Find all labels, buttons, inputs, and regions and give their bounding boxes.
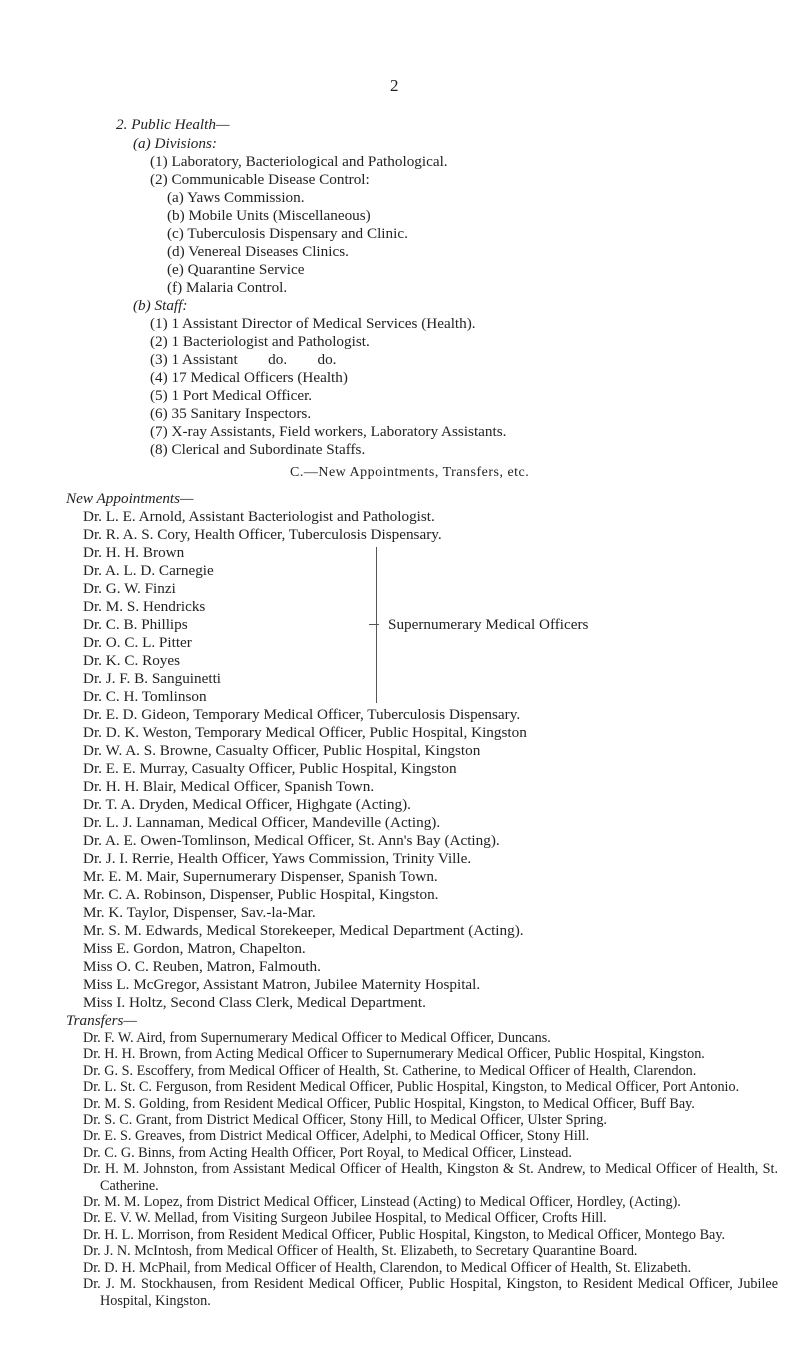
transfer-item: Dr. C. G. Binns, from Acting Health Officer, Port Royal, to Medical Officer, Linstead.: [83, 1144, 572, 1161]
transfer-item: Dr. J. N. McIntosh, from Medical Officer of Health, St. Elizabeth, to Secretary Quarantine Board.: [83, 1243, 638, 1260]
appointment-item: Dr. E. D. Gideon, Temporary Medical Officer, Tuberculosis Dispensary.: [83, 706, 521, 723]
brace-bracket: [368, 547, 377, 703]
transfer-item: Dr. M. M. Lopez, from District Medical Officer, Linstead (Acting) to Medical Officer, Hordley, (Acting).: [83, 1194, 681, 1211]
supernumerary-name: Dr. G. W. Finzi: [83, 580, 176, 597]
transfer-item: Dr. G. S. Escoffery, from Medical Officer of Health, St. Catherine, to Medical Officer of Health, Clarendon.: [83, 1062, 697, 1079]
appointment-item: Miss E. Gordon, Matron, Chapelton.: [83, 940, 306, 957]
transfer-item: Dr. S. C. Grant, from District Medical Officer, Stony Hill, to Medical Officer, Ulster Spring.: [83, 1112, 607, 1129]
appointment-item: Mr. K. Taylor, Dispenser, Sav.-la-Mar.: [83, 904, 316, 921]
transfer-item: Dr. M. S. Golding, from Resident Medical Officer, Public Hospital, Kingston, to Medical Officer, Buff Bay.: [83, 1095, 695, 1112]
supernumerary-name: Dr. K. C. Royes: [83, 652, 181, 669]
staff-item: (7) X-ray Assistants, Field workers, Laboratory Assistants.: [150, 423, 507, 440]
transfer-item: Dr. H. L. Morrison, from Resident Medical Officer, Public Hospital, Kingston, to Medical Officer, Montego Bay.: [83, 1226, 726, 1243]
transfer-item: Dr. H. M. Johnston, from Assistant Medical Officer of Health, Kingston & St. Andrew, to Medical Officer of Health, St. Catherine.: [83, 1161, 778, 1194]
staff-item: (6) 35 Sanitary Inspectors.: [150, 405, 312, 422]
transfer-item: Dr. F. W. Aird, from Supernumerary Medical Officer to Medical Officer, Duncans.: [83, 1030, 551, 1046]
transfers-label: Transfers—: [66, 1012, 137, 1029]
brace-tick: [369, 624, 379, 625]
appointment-item: Dr. R. A. S. Cory, Health Officer, Tuberculosis Dispensary.: [83, 526, 442, 543]
appointment-item: Dr. L. J. Lannaman, Medical Officer, Mandeville (Acting).: [83, 814, 441, 831]
page-number: 2: [390, 76, 399, 95]
appointment-item: Dr. J. I. Rerrie, Health Officer, Yaws Commission, Trinity Ville.: [83, 850, 472, 867]
divisions-label: (a) Divisions:: [133, 135, 217, 152]
division-item: (f) Malaria Control.: [167, 279, 288, 296]
appointment-item: Dr. T. A. Dryden, Medical Officer, Highgate (Acting).: [83, 796, 411, 813]
transfer-item: Dr. E. S. Greaves, from District Medical Officer, Adelphi, to Medical Officer, Stony Hill.: [83, 1128, 590, 1145]
division-item: (b) Mobile Units (Miscellaneous): [167, 207, 371, 224]
staff-item: (8) Clerical and Subordinate Staffs.: [150, 441, 366, 458]
supernumerary-label: Supernumerary Medical Officers: [388, 616, 589, 633]
appointment-item: Dr. A. E. Owen-Tomlinson, Medical Officer, St. Ann's Bay (Acting).: [83, 832, 500, 849]
staff-label: (b) Staff:: [133, 297, 188, 314]
appointment-item: Miss L. McGregor, Assistant Matron, Jubilee Maternity Hospital.: [83, 976, 481, 993]
section-c-heading: C.—New Appointments, Transfers, etc.: [290, 465, 530, 480]
appointment-item: Mr. S. M. Edwards, Medical Storekeeper, Medical Department (Acting).: [83, 922, 524, 939]
staff-item: (3) 1 Assistant do. do.: [150, 351, 337, 368]
transfer-item: Dr. H. H. Brown, from Acting Medical Officer to Supernumerary Medical Officer, Public Hospital, Kingston.: [83, 1046, 705, 1063]
division-item: (a) Yaws Commission.: [167, 189, 305, 206]
transfer-item: Dr. L. St. C. Ferguson, from Resident Medical Officer, Public Hospital, Kingston, to Medical Officer, Port Antonio.: [83, 1079, 740, 1096]
division-item: (c) Tuberculosis Dispensary and Clinic.: [167, 225, 408, 242]
appointment-item: Miss I. Holtz, Second Class Clerk, Medical Department.: [83, 994, 426, 1011]
supernumerary-name: Dr. C. B. Phillips: [83, 616, 188, 633]
staff-item: (5) 1 Port Medical Officer.: [150, 387, 313, 404]
division-item: (d) Venereal Diseases Clinics.: [167, 243, 349, 260]
division-item: (2) Communicable Disease Control:: [150, 171, 370, 188]
division-item: (e) Quarantine Service: [167, 261, 305, 278]
supernumerary-name: Dr. M. S. Hendricks: [83, 598, 206, 615]
transfer-item: Dr. D. H. McPhail, from Medical Officer of Health, Clarendon, to Medical Officer of Health, St. Elizabeth.: [83, 1259, 692, 1276]
division-item: (1) Laboratory, Bacteriological and Pathological.: [150, 153, 448, 170]
transfer-item: Dr. J. M. Stockhausen, from Resident Medical Officer, Public Hospital, Kingston, to Resident Medical Officer, Jubilee Hospital, Kingston.: [83, 1276, 778, 1309]
supernumerary-name: Dr. A. L. D. Carnegie: [83, 562, 214, 579]
appointment-item: Dr. D. K. Weston, Temporary Medical Officer, Public Hospital, Kingston: [83, 724, 527, 741]
new-appointments-label: New Appointments—: [66, 490, 194, 507]
appointment-item: Mr. E. M. Mair, Supernumerary Dispenser, Spanish Town.: [83, 868, 438, 885]
staff-item: (2) 1 Bacteriologist and Pathologist.: [150, 333, 370, 350]
supernumerary-name: Dr. H. H. Brown: [83, 544, 185, 561]
section-title: [116, 116, 229, 134]
supernumerary-name: Dr. J. F. B. Sanguinetti: [83, 670, 222, 687]
transfers-list: [66, 1030, 778, 1309]
transfer-item: Dr. E. V. W. Mellad, from Visiting Surgeon Jubilee Hospital, to Medical Officer, Crofts Hill.: [83, 1210, 607, 1227]
appointment-item: Mr. C. A. Robinson, Dispenser, Public Hospital, Kingston.: [83, 886, 439, 903]
section-title-text: 2. Public Health—: [116, 116, 230, 133]
staff-item: (4) 17 Medical Officers (Health): [150, 369, 348, 386]
supernumerary-name: Dr. C. H. Tomlinson: [83, 688, 207, 705]
appointment-item: Dr. W. A. S. Browne, Casualty Officer, Public Hospital, Kingston: [83, 742, 481, 759]
appointment-item: Dr. E. E. Murray, Casualty Officer, Public Hospital, Kingston: [83, 760, 457, 777]
staff-item: (1) 1 Assistant Director of Medical Services (Health).: [150, 315, 476, 332]
appointment-item: Dr. L. E. Arnold, Assistant Bacteriologist and Pathologist.: [83, 508, 435, 525]
supernumerary-name: Dr. O. C. L. Pitter: [83, 634, 192, 651]
appointment-item: Dr. H. H. Blair, Medical Officer, Spanish Town.: [83, 778, 375, 795]
appointment-item: Miss O. C. Reuben, Matron, Falmouth.: [83, 958, 321, 975]
